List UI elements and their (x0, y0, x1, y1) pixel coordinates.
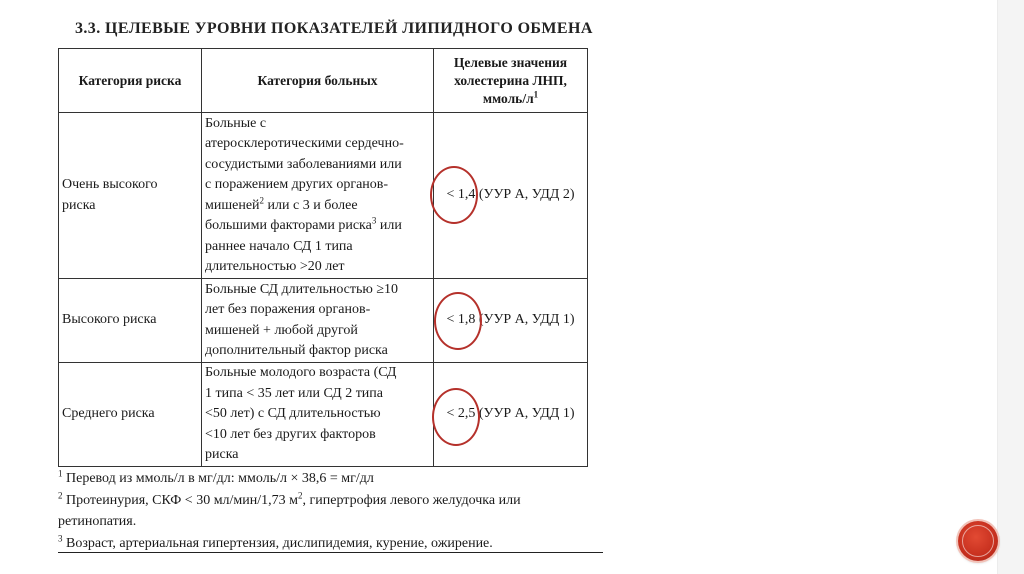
table-row (59, 363, 588, 467)
nav-circle-ring (962, 525, 994, 557)
footnote-3: $^3$ Возраст, артериальная гипертензия, дислипидемия, курение, ожирение. (58, 532, 493, 551)
table-header-row (59, 49, 588, 113)
footnote-2-continuation: ретинопатия. (58, 514, 137, 529)
header-patients: Категория больных (202, 49, 434, 113)
page-title: 3.3. ЦЕЛЕВЫЕ УРОВНИ ПОКАЗАТЕЛЕЙ ЛИПИДНОГО ОБМЕНА (75, 20, 593, 37)
highlight-circle (434, 292, 482, 350)
target-value-cell: < 1,4 (УУР А, УДД 2) (434, 113, 588, 279)
highlight-circle (432, 388, 480, 446)
footnote-2: $^2$ Протеинурия, СКФ < 30 мл/мин/1,73 $м^2$, гипертрофия левого желудочка или (58, 489, 521, 508)
header-risk: Категория риска (59, 49, 202, 113)
target-value-cell: < 2,5 (УУР А, УДД 1) (434, 363, 588, 467)
bottom-divider (58, 552, 603, 553)
footnote-1: $^1$ Перевод из ммоль/л в мг/дл: ммоль/л × 38,6 = мг/дл (58, 468, 374, 486)
table-row (59, 279, 588, 363)
next-slide-circle-icon[interactable] (958, 521, 998, 561)
patients-cell: Больные СД длительностью ≥10 лет без поражения органов- мишеней + любой другой дополнительный фактор риска (202, 279, 434, 363)
risk-category-cell: Высокого риска (59, 279, 202, 363)
table-row (59, 113, 588, 279)
patients-cell: Больные молодого возраста (СД 1 типа < 35 лет или СД 2 типа <50 лет) с СД длительностью <10 лет без других факторов риска (202, 363, 434, 467)
right-edge-strip (997, 0, 1024, 574)
highlight-circle (430, 166, 478, 224)
lipid-targets-table (58, 48, 588, 467)
risk-category-cell: Среднего риска (59, 363, 202, 467)
patients-cell: Больные с атеросклеротическими сердечно- сосудистыми заболеваниями или с поражением других органов- мишеней$^2$ или с 3 и более большими факторами риска$^3$ или раннее начало СД 1 типа длительностью >20 лет (202, 113, 434, 279)
risk-category-cell: Очень высокого риска (59, 113, 202, 279)
footnotes (58, 468, 603, 554)
target-value-cell: < 1,8 (УУР А, УДД 1) (434, 279, 588, 363)
header-target: Целевые значения холестерина ЛНП, ммоль/$л^1$ (434, 49, 588, 113)
